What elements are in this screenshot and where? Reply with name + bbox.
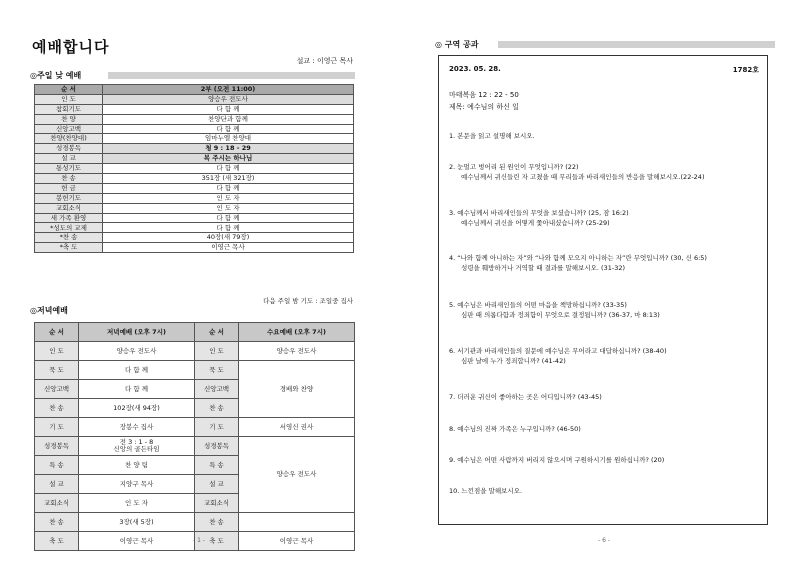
row-label: 설 교 <box>35 154 103 164</box>
row-label: 성경봉독 <box>195 437 239 456</box>
question-item <box>449 209 764 229</box>
row-value: 양승우 전도사 <box>79 342 195 361</box>
table-header-row <box>35 323 355 342</box>
row-label: 봉헌기도 <box>35 193 103 203</box>
row-label: 찬 양 <box>35 114 103 124</box>
question-subtext: 심판 때 의롭다함과 정죄함이 무엇으로 결정됩니까? (36-37, 마 8:13) <box>461 310 660 319</box>
row-label: 축 도 <box>35 532 79 551</box>
left-page <box>30 0 355 566</box>
row-label: 인 도 <box>35 342 79 361</box>
question-text: 7. 더러운 귀신이 좋아하는 곳은 어디입니까? (43-45) <box>449 393 602 401</box>
question-item <box>449 132 764 142</box>
row-label: 교회소식 <box>195 494 239 513</box>
morning-heading: ◎주일 낮 예배 <box>30 71 82 80</box>
row-label: 신앙고백 <box>195 380 239 399</box>
row-label: 찬 송 <box>195 513 239 532</box>
row-label: 축 도 <box>195 532 239 551</box>
question-text: 1. 본문을 읽고 설명해 보시오. <box>449 132 535 140</box>
question-item <box>449 347 764 367</box>
row-value: 양승우 전도사 <box>103 94 354 104</box>
question-text: 9. 예수님은 어떤 사람까지 버리지 않으시며 구원하시기를 원하십니까? (20) <box>449 456 665 464</box>
scripture-ref: 전 3 : 1 - 8 <box>119 438 154 447</box>
next-week-prayer: 다음 주일 밤 기도 : 조일중 집사 <box>263 297 353 305</box>
cell-lesson-heading: ◎ 구역 공과 <box>435 40 479 49</box>
evening-service-table <box>34 322 355 551</box>
row-label: 교회소식 <box>35 203 103 213</box>
row-label: 설 교 <box>195 475 239 494</box>
page-number: - 1 - <box>193 537 205 544</box>
row-label: 새 가족 환영 <box>35 213 103 223</box>
row-value: 인 도 자 <box>103 203 354 213</box>
page-number: - 6 - <box>598 537 610 544</box>
row-value: 지양구 목사 <box>79 475 195 494</box>
row-label: 찬 송 <box>35 174 103 184</box>
table-row <box>35 233 354 243</box>
question-item <box>449 254 764 274</box>
row-value: 다 함 께 <box>103 104 354 114</box>
row-value: 찬양단과 함께 <box>103 114 354 124</box>
row-label: 성경봉독 <box>35 144 103 154</box>
row-value <box>79 437 195 456</box>
table-row <box>35 154 354 164</box>
table-header-row <box>35 85 354 95</box>
row-value: 다 함 께 <box>103 223 354 233</box>
morning-section-header <box>30 70 355 81</box>
question-subtext: 예수님께서 귀신을 어떻게 쫓아내셨습니까? (25-29) <box>461 218 610 227</box>
table-row <box>35 193 354 203</box>
table-row <box>35 513 355 532</box>
table-row <box>35 114 354 124</box>
row-label: 찬 송 <box>35 513 79 532</box>
table-row <box>35 174 354 184</box>
evening-heading: ◎저녁예배 <box>30 306 68 315</box>
row-label: 성경봉독 <box>35 437 79 456</box>
preacher-line: 설교 : 이영근 목사 <box>296 57 353 65</box>
row-label: 인 도 <box>195 342 239 361</box>
table-row <box>35 418 355 437</box>
question-item <box>449 163 764 183</box>
table-row <box>35 213 354 223</box>
row-value <box>239 513 355 532</box>
page-title: 예배합니다 <box>32 38 110 56</box>
row-value: 40장(새 79장) <box>103 233 354 243</box>
table-row <box>35 94 354 104</box>
row-label: 묵 도 <box>195 361 239 380</box>
table-row <box>35 342 355 361</box>
header-cell: 저녁예배 (오후 7시) <box>79 323 195 342</box>
header-cell: 순 서 <box>35 85 103 95</box>
row-label: 찬양(찬양대) <box>35 134 103 144</box>
row-label: 교회소식 <box>35 494 79 513</box>
question-text: 8. 예수님의 진짜 가족은 누구입니까? (46-50) <box>449 425 581 433</box>
heading-bar <box>498 41 775 48</box>
row-value: 다 함 께 <box>103 183 354 193</box>
row-value: 인 도 자 <box>103 193 354 203</box>
row-value: 청 9 : 18 - 29 <box>103 144 354 154</box>
table-row <box>35 183 354 193</box>
row-value: 다 함 께 <box>103 213 354 223</box>
row-value: 다 함 께 <box>79 361 195 380</box>
row-label: 특 송 <box>195 456 239 475</box>
question-item <box>449 456 764 466</box>
question-item <box>449 425 764 435</box>
heading-bar <box>108 72 355 79</box>
table-row <box>35 361 355 380</box>
question-text: 4. “나와 함께 아니하는 자”와 “나와 함께 모으지 아니하는 자”란 무엇입니까? (30, 신 6:5) <box>449 254 707 262</box>
row-label: *성도의 교제 <box>35 223 103 233</box>
row-value: 양승우 전도사 <box>239 342 355 361</box>
row-value: 이영근 목사 <box>79 532 195 551</box>
row-label: 헌 금 <box>35 183 103 193</box>
question-item <box>449 393 764 403</box>
row-label: 기 도 <box>35 418 79 437</box>
row-value: 복 주시는 하나님 <box>103 154 354 164</box>
row-label: 기 도 <box>195 418 239 437</box>
row-value: 이영근 목사 <box>103 243 354 253</box>
right-page <box>430 0 775 566</box>
row-value: 다 함 께 <box>103 124 354 134</box>
table-row <box>35 164 354 174</box>
row-value: 양승우 전도사 <box>239 437 355 513</box>
question-text: 2. 눈멀고 벙어리 된 원인이 무엇입니까? (22) <box>449 163 579 171</box>
row-value: 찬 양 팀 <box>79 456 195 475</box>
row-value: 경배와 찬양 <box>239 361 355 418</box>
table-row <box>35 144 354 154</box>
row-label: 신앙고백 <box>35 380 79 399</box>
row-value: 다 함 께 <box>79 380 195 399</box>
question-item <box>449 301 764 321</box>
bible-passage: 마태복음 12 : 22 - 50 <box>449 91 519 99</box>
question-text: 5. 예수님은 바리새인들의 어떤 마음을 책망하십니까? (33-35) <box>449 301 627 309</box>
lesson-box <box>438 55 768 525</box>
question-text: 3. 예수님께서 바리새인들의 무엇을 보셨습니까? (25, 잠 16:2) <box>449 209 629 217</box>
sermon-title: 신앙의 골든타임 <box>113 445 160 453</box>
question-item <box>449 487 764 497</box>
question-text: 10. 느낀점을 말해보시오. <box>449 487 523 495</box>
row-value: 인 도 자 <box>79 494 195 513</box>
issue-number: 1782호 <box>732 66 759 74</box>
row-value: 이영근 목사 <box>239 532 355 551</box>
table-row <box>35 437 355 456</box>
question-subtext: 성령을 훼방하거나 거역할 때 결과를 말해보시오. (31-32) <box>461 263 626 272</box>
question-text: 6. 서기관과 바리새인들의 질문에 예수님은 무어라고 대답하십니까? (38-40) <box>449 347 667 355</box>
row-value: 서영신 권사 <box>239 418 355 437</box>
evening-section-header <box>30 305 355 316</box>
cell-lesson-header <box>430 39 775 50</box>
morning-service-table <box>34 84 354 253</box>
row-label: *축 도 <box>35 243 103 253</box>
table-row <box>35 124 354 134</box>
table-row <box>35 104 354 114</box>
row-label: 특 송 <box>35 456 79 475</box>
header-cell: 2부 (오전 11:00) <box>103 85 354 95</box>
header-cell: 순 서 <box>195 323 239 342</box>
lesson-date: 2023. 05. 28. <box>449 65 501 73</box>
question-subtext: 심판 날에 누가 정죄합니까? (41-42) <box>461 356 566 365</box>
row-label: 인 도 <box>35 94 103 104</box>
row-label: 통성기도 <box>35 164 103 174</box>
row-label: 찬 송 <box>35 399 79 418</box>
question-subtext: 예수님께서 귀신들린 자 고쳤을 때 무리들과 바리새인들의 반응을 말해보시오.(22-24) <box>461 172 705 181</box>
row-label: 참회기도 <box>35 104 103 114</box>
row-value: 다 함 께 <box>103 164 354 174</box>
header-cell: 순 서 <box>35 323 79 342</box>
row-label: *찬 송 <box>35 233 103 243</box>
row-label: 찬 송 <box>195 399 239 418</box>
row-value: 351장 (새 321장) <box>103 174 354 184</box>
row-value: 3장(새 5장) <box>79 513 195 532</box>
row-label: 묵 도 <box>35 361 79 380</box>
table-row <box>35 203 354 213</box>
row-label: 설 교 <box>35 475 79 494</box>
row-label: 신앙고백 <box>35 124 103 134</box>
table-row <box>35 223 354 233</box>
row-value: 장봉수 집사 <box>79 418 195 437</box>
table-row <box>35 134 354 144</box>
row-value: 102장(새 94장) <box>79 399 195 418</box>
row-value: 임마누엘 찬양대 <box>103 134 354 144</box>
lesson-subject: 제목: 예수님의 하신 일 <box>449 103 519 111</box>
header-cell: 수요예배 (오후 7시) <box>239 323 355 342</box>
table-row <box>35 243 354 253</box>
